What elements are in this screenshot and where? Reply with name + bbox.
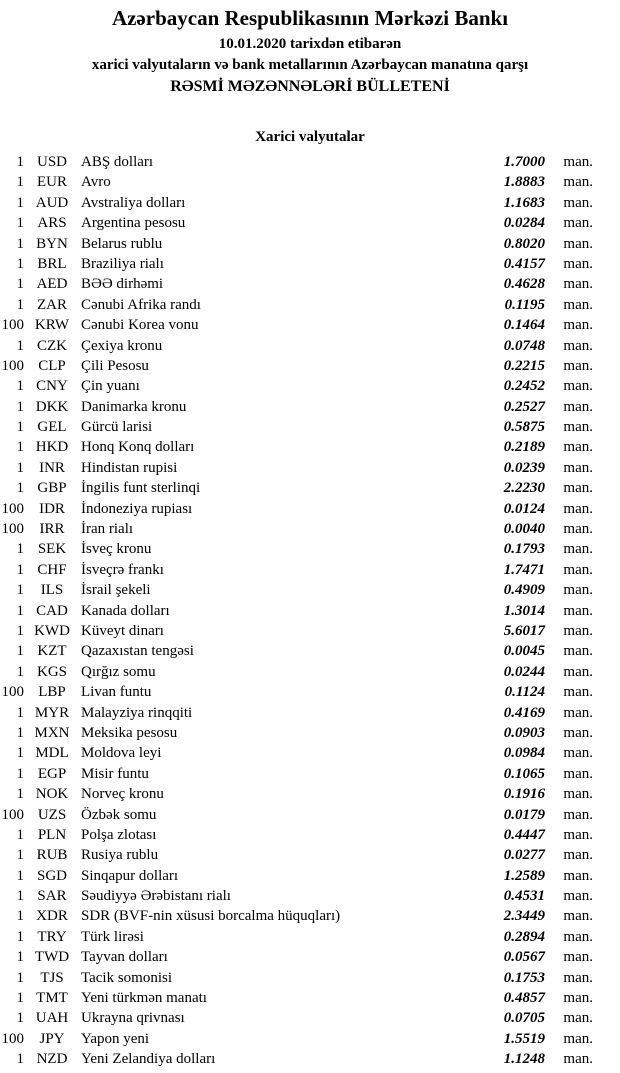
rate-row bbox=[0, 376, 593, 396]
currency-code-cell: CHF bbox=[37, 561, 67, 578]
rate-value-cell: 0.0239 bbox=[503, 459, 545, 476]
currency-code-cell: LBP bbox=[38, 684, 66, 701]
rate-value-cell: 0.1065 bbox=[503, 765, 545, 782]
currency-code-cell: USD bbox=[36, 154, 67, 170]
currency-code-cell: SGD bbox=[36, 867, 67, 884]
rate-value-cell: 0.2189 bbox=[503, 439, 545, 456]
currency-code-cell: GEL bbox=[37, 419, 67, 436]
quantity-cell: 1 bbox=[16, 990, 24, 1007]
quantity-cell: 1 bbox=[16, 235, 24, 252]
currency-code-cell: ARS bbox=[37, 215, 67, 232]
unit-cell: man. bbox=[563, 154, 593, 170]
unit-cell: man. bbox=[563, 622, 593, 639]
rate-value-cell: 0.2215 bbox=[503, 357, 545, 374]
rate-row bbox=[0, 295, 593, 315]
subtitle-line: xarici valyutaların və bank metallarının Azərbaycan manatına qarşı bbox=[91, 57, 529, 73]
rate-value-cell: 2.2230 bbox=[503, 480, 545, 497]
currency-code-cell: UZS bbox=[37, 806, 67, 823]
quantity-cell: 1 bbox=[16, 663, 24, 680]
rate-value-cell: 0.0040 bbox=[503, 521, 545, 538]
currency-name-cell: Ukrayna qrivnası bbox=[81, 1010, 185, 1027]
currency-code-cell: ILS bbox=[40, 582, 64, 599]
currency-code-cell: KRW bbox=[34, 317, 70, 334]
currency-code-cell: AUD bbox=[35, 194, 69, 211]
currency-name-cell: Çin yuanı bbox=[81, 378, 140, 395]
rate-row bbox=[0, 519, 593, 539]
unit-cell: man. bbox=[563, 582, 593, 599]
currency-code-cell: SEK bbox=[37, 541, 67, 558]
section-title-foreign-currencies: Xarici valyutalar bbox=[255, 129, 365, 145]
quantity-cell: 100 bbox=[1, 357, 24, 374]
unit-cell: man. bbox=[563, 663, 593, 680]
rate-row bbox=[0, 193, 593, 213]
rate-value-cell: 0.2894 bbox=[503, 928, 545, 945]
quantity-cell: 1 bbox=[16, 908, 24, 925]
currency-code-cell: NZD bbox=[36, 1051, 68, 1068]
bulletin-header bbox=[0, 0, 620, 98]
rate-row bbox=[0, 682, 593, 702]
rate-value-cell: 1.5519 bbox=[503, 1030, 545, 1047]
rate-value-cell: 1.7000 bbox=[503, 154, 545, 170]
currency-code-cell: MYR bbox=[34, 704, 70, 721]
rate-row bbox=[0, 723, 593, 743]
currency-name-cell: Hindistan rupisi bbox=[81, 459, 178, 476]
rate-value-cell: 0.5875 bbox=[503, 419, 545, 436]
quantity-cell: 1 bbox=[16, 480, 24, 497]
rate-row bbox=[0, 172, 593, 192]
currency-name-cell: BƏƏ dirhəmi bbox=[81, 276, 164, 293]
quantity-cell: 1 bbox=[16, 337, 24, 354]
rate-value-cell: 0.0705 bbox=[503, 1010, 545, 1027]
currency-name-cell: Avstraliya dolları bbox=[81, 194, 186, 211]
unit-cell: man. bbox=[563, 419, 593, 436]
rate-value-cell: 0.1753 bbox=[503, 969, 545, 986]
rate-row bbox=[0, 580, 593, 600]
currency-code-cell: TWD bbox=[34, 949, 70, 966]
unit-cell: man. bbox=[563, 990, 593, 1007]
rate-value-cell: 1.1248 bbox=[503, 1051, 545, 1068]
currency-code-cell: CNY bbox=[36, 378, 68, 395]
unit-cell: man. bbox=[563, 867, 593, 884]
rate-value-cell: 0.1195 bbox=[504, 296, 545, 313]
rate-row bbox=[0, 234, 593, 254]
unit-cell: man. bbox=[563, 174, 593, 191]
rate-row bbox=[0, 397, 593, 417]
rate-row bbox=[0, 621, 593, 641]
currency-code-cell: GBP bbox=[37, 480, 67, 497]
currency-name-cell: Misir funtu bbox=[81, 765, 149, 782]
currency-name-cell: Yeni Zelandiya dolları bbox=[81, 1051, 216, 1068]
rate-value-cell: 0.4857 bbox=[503, 990, 545, 1007]
currency-code-cell: TRY bbox=[37, 928, 67, 945]
unit-cell: man. bbox=[563, 439, 593, 456]
currency-name-cell: Moldova leyi bbox=[81, 745, 162, 762]
rate-value-cell: 5.6017 bbox=[503, 622, 545, 639]
unit-cell: man. bbox=[563, 337, 593, 354]
rate-value-cell: 0.8020 bbox=[503, 235, 545, 252]
currency-name-cell: Avro bbox=[81, 174, 111, 191]
currency-name-cell: Kanada dolları bbox=[81, 602, 170, 619]
rate-row bbox=[0, 539, 593, 559]
currency-name-cell: İsveç kronu bbox=[81, 541, 152, 558]
rate-value-cell: 2.3449 bbox=[503, 908, 545, 925]
unit-cell: man. bbox=[563, 500, 593, 517]
quantity-cell: 1 bbox=[16, 847, 24, 864]
rate-value-cell: 0.2452 bbox=[503, 378, 545, 395]
currency-name-cell: Braziliya rialı bbox=[81, 255, 164, 272]
rate-value-cell: 0.1464 bbox=[503, 317, 545, 334]
quantity-cell: 1 bbox=[16, 969, 24, 986]
currency-name-cell: Küveyt dinarı bbox=[81, 622, 164, 639]
quantity-cell: 1 bbox=[16, 582, 24, 599]
effective-date-line: 10.01.2020 tarixdən etibarən bbox=[218, 36, 402, 52]
rate-value-cell: 0.0045 bbox=[503, 643, 545, 660]
quantity-cell: 100 bbox=[1, 1030, 24, 1047]
rate-row bbox=[0, 886, 593, 906]
currency-code-cell: IRR bbox=[39, 521, 65, 538]
quantity-cell: 100 bbox=[1, 521, 24, 538]
currency-code-cell: HKD bbox=[35, 439, 69, 456]
quantity-cell: 100 bbox=[1, 684, 24, 701]
quantity-cell: 100 bbox=[1, 500, 24, 517]
quantity-cell: 1 bbox=[16, 704, 24, 721]
unit-cell: man. bbox=[563, 215, 593, 232]
currency-name-cell: Tacik somonisi bbox=[81, 969, 173, 986]
rate-row bbox=[0, 825, 593, 845]
quantity-cell: 1 bbox=[16, 154, 24, 170]
quantity-cell: 1 bbox=[16, 439, 24, 456]
quantity-cell: 100 bbox=[1, 317, 24, 334]
rate-value-cell: 0.0179 bbox=[503, 806, 545, 823]
currency-code-cell: KWD bbox=[34, 622, 70, 639]
unit-cell: man. bbox=[563, 888, 593, 905]
unit-cell: man. bbox=[563, 1051, 593, 1068]
currency-name-cell: Argentina pesosu bbox=[81, 215, 186, 232]
currency-code-cell: CZK bbox=[37, 337, 67, 354]
rate-row bbox=[0, 601, 593, 621]
currency-name-cell: SDR (BVF-nin xüsusi borcalma hüquqları) bbox=[81, 908, 341, 925]
document-title: RƏSMİ MƏZƏNNƏLƏRİ BÜLLETENİ bbox=[170, 78, 450, 95]
currency-name-cell: Çili Pesosu bbox=[81, 357, 149, 374]
currency-name-cell: Livan funtu bbox=[81, 684, 152, 701]
rate-value-cell: 0.0284 bbox=[503, 215, 545, 232]
quantity-cell: 1 bbox=[16, 459, 24, 476]
rate-row bbox=[0, 703, 593, 723]
rate-value-cell: 0.4447 bbox=[503, 826, 545, 843]
currency-code-cell: SAR bbox=[37, 888, 67, 905]
currency-name-cell: Meksika pesosu bbox=[81, 724, 178, 741]
unit-cell: man. bbox=[563, 398, 593, 415]
currency-name-cell: İsrail şekeli bbox=[81, 582, 151, 599]
rate-value-cell: 0.0124 bbox=[503, 500, 545, 517]
rate-row bbox=[0, 906, 593, 926]
currency-code-cell: RUB bbox=[36, 847, 68, 864]
currency-code-cell: DKK bbox=[35, 398, 69, 415]
rate-row bbox=[0, 866, 593, 886]
unit-cell: man. bbox=[563, 806, 593, 823]
currency-name-cell: Çexiya kronu bbox=[81, 337, 163, 354]
rate-value-cell: 0.4531 bbox=[503, 888, 545, 905]
currency-name-cell: ABŞ dolları bbox=[81, 154, 154, 170]
rate-value-cell: 0.0748 bbox=[503, 337, 545, 354]
quantity-cell: 1 bbox=[16, 276, 24, 293]
unit-cell: man. bbox=[563, 480, 593, 497]
unit-cell: man. bbox=[563, 521, 593, 538]
currency-code-cell: MDL bbox=[35, 745, 69, 762]
rate-row bbox=[0, 845, 593, 865]
unit-cell: man. bbox=[563, 745, 593, 762]
quantity-cell: 1 bbox=[16, 255, 24, 272]
currency-code-cell: TJS bbox=[40, 969, 64, 986]
currency-code-cell: EUR bbox=[37, 174, 67, 191]
currency-name-cell: Polşa zlotası bbox=[81, 826, 157, 843]
bank-name: Azərbaycan Respublikasının Mərkəzi Bankı bbox=[111, 6, 509, 30]
rate-row bbox=[0, 437, 593, 457]
unit-cell: man. bbox=[563, 194, 593, 211]
quantity-cell: 1 bbox=[16, 378, 24, 395]
rate-row bbox=[0, 254, 593, 274]
currency-name-cell: Honq Konq dolları bbox=[81, 439, 195, 456]
currency-name-cell: Qazaxıstan tengəsi bbox=[81, 643, 194, 660]
rate-row bbox=[0, 478, 593, 498]
rate-row bbox=[0, 662, 593, 682]
rate-value-cell: 0.0567 bbox=[503, 949, 545, 966]
currency-name-cell: Danimarka kronu bbox=[81, 398, 187, 415]
currency-name-cell: Gürcü larisi bbox=[81, 419, 153, 436]
rate-row bbox=[0, 784, 593, 804]
rate-row bbox=[0, 356, 593, 376]
currency-code-cell: BYN bbox=[36, 235, 68, 252]
rate-row bbox=[0, 560, 593, 580]
currency-name-cell: İndoneziya rupiası bbox=[81, 500, 193, 517]
quantity-cell: 1 bbox=[16, 296, 24, 313]
rate-value-cell: 0.0277 bbox=[503, 847, 545, 864]
currency-name-cell: İran rialı bbox=[81, 521, 134, 538]
rate-value-cell: 1.1683 bbox=[503, 194, 545, 211]
unit-cell: man. bbox=[563, 969, 593, 986]
rate-value-cell: 1.3014 bbox=[503, 602, 545, 619]
currency-name-cell: Özbək somu bbox=[81, 806, 157, 823]
rate-row bbox=[0, 274, 593, 294]
currency-name-cell: İngilis funt sterlinqi bbox=[81, 480, 201, 497]
currency-name-cell: Yapon yeni bbox=[81, 1030, 150, 1047]
currency-code-cell: JPY bbox=[39, 1030, 65, 1047]
rate-value-cell: 0.0984 bbox=[503, 745, 545, 762]
rate-value-cell: 0.4169 bbox=[503, 704, 545, 721]
rate-value-cell: 0.1916 bbox=[503, 786, 545, 803]
quantity-cell: 1 bbox=[16, 724, 24, 741]
currency-name-cell: Rusiya rublu bbox=[81, 847, 159, 864]
unit-cell: man. bbox=[563, 949, 593, 966]
rate-value-cell: 0.4157 bbox=[503, 255, 545, 272]
rate-row bbox=[0, 968, 593, 988]
unit-cell: man. bbox=[563, 643, 593, 660]
unit-cell: man. bbox=[563, 826, 593, 843]
unit-cell: man. bbox=[563, 561, 593, 578]
currency-code-cell: INR bbox=[39, 459, 65, 476]
unit-cell: man. bbox=[563, 704, 593, 721]
rate-value-cell: 0.0903 bbox=[503, 724, 545, 741]
rate-row bbox=[0, 315, 593, 335]
quantity-cell: 1 bbox=[16, 888, 24, 905]
rate-row bbox=[0, 336, 593, 356]
unit-cell: man. bbox=[563, 459, 593, 476]
unit-cell: man. bbox=[563, 276, 593, 293]
rate-row bbox=[0, 764, 593, 784]
quantity-cell: 1 bbox=[16, 1051, 24, 1068]
currency-code-cell: IDR bbox=[39, 500, 65, 517]
rate-row bbox=[0, 988, 593, 1008]
unit-cell: man. bbox=[563, 541, 593, 558]
quantity-cell: 1 bbox=[16, 1010, 24, 1027]
currency-name-cell: Səudiyyə Ərəbistanı rialı bbox=[81, 888, 231, 905]
rate-value-cell: 0.2527 bbox=[503, 398, 545, 415]
unit-cell: man. bbox=[563, 847, 593, 864]
rate-value-cell: 1.7471 bbox=[503, 561, 545, 578]
currency-code-cell: MXN bbox=[34, 724, 70, 741]
quantity-cell: 1 bbox=[16, 786, 24, 803]
unit-cell: man. bbox=[563, 602, 593, 619]
rate-value-cell: 0.1793 bbox=[503, 541, 545, 558]
rate-value-cell: 0.4909 bbox=[503, 582, 545, 599]
currency-name-cell: Norveç kronu bbox=[81, 786, 164, 803]
quantity-cell: 1 bbox=[16, 215, 24, 232]
currency-name-cell: Tayvan dolları bbox=[81, 949, 168, 966]
unit-cell: man. bbox=[563, 1030, 593, 1047]
quantity-cell: 1 bbox=[16, 541, 24, 558]
unit-cell: man. bbox=[563, 724, 593, 741]
quantity-cell: 1 bbox=[16, 194, 24, 211]
unit-cell: man. bbox=[563, 296, 593, 313]
currency-name-cell: İsveçrə frankı bbox=[81, 561, 164, 578]
rate-value-cell: 0.4628 bbox=[503, 276, 545, 293]
rate-row bbox=[0, 805, 593, 825]
rate-row bbox=[0, 927, 593, 947]
currency-code-cell: ZAR bbox=[37, 296, 67, 313]
rate-value-cell: 1.8883 bbox=[503, 174, 545, 191]
currency-code-cell: UAH bbox=[35, 1010, 69, 1027]
currency-code-cell: KGS bbox=[36, 663, 67, 680]
unit-cell: man. bbox=[563, 928, 593, 945]
quantity-cell: 100 bbox=[1, 806, 24, 823]
rate-row bbox=[0, 743, 593, 763]
currency-code-cell: KZT bbox=[37, 643, 67, 660]
rate-row bbox=[0, 1029, 593, 1049]
rate-row bbox=[0, 152, 593, 172]
rate-row bbox=[0, 947, 593, 967]
currency-name-cell: Yeni türkmən manatı bbox=[81, 990, 207, 1007]
unit-cell: man. bbox=[563, 255, 593, 272]
quantity-cell: 1 bbox=[16, 928, 24, 945]
rate-row bbox=[0, 213, 593, 233]
currency-name-cell: Malayziya rinqqiti bbox=[81, 704, 193, 721]
quantity-cell: 1 bbox=[16, 867, 24, 884]
currency-name-cell: Türk lirəsi bbox=[81, 928, 144, 945]
quantity-cell: 1 bbox=[16, 622, 24, 639]
currency-code-cell: EGP bbox=[37, 765, 67, 782]
currency-code-cell: BRL bbox=[37, 255, 67, 272]
quantity-cell: 1 bbox=[16, 949, 24, 966]
currency-code-cell: TMT bbox=[36, 990, 68, 1007]
currency-code-cell: XDR bbox=[36, 908, 68, 925]
unit-cell: man. bbox=[563, 1010, 593, 1027]
currency-code-cell: CLP bbox=[38, 357, 66, 374]
rate-row bbox=[0, 458, 593, 478]
unit-cell: man. bbox=[563, 908, 593, 925]
rate-value-cell: 0.1124 bbox=[504, 684, 545, 701]
currency-name-cell: Cənubi Afrika randı bbox=[81, 296, 201, 313]
currency-rates-table bbox=[0, 152, 593, 1070]
rate-row bbox=[0, 1008, 593, 1028]
quantity-cell: 1 bbox=[16, 765, 24, 782]
unit-cell: man. bbox=[563, 765, 593, 782]
unit-cell: man. bbox=[563, 378, 593, 395]
unit-cell: man. bbox=[563, 357, 593, 374]
quantity-cell: 1 bbox=[16, 643, 24, 660]
quantity-cell: 1 bbox=[16, 826, 24, 843]
currency-code-cell: PLN bbox=[37, 826, 67, 843]
currency-name-cell: Cənubi Korea vonu bbox=[81, 317, 199, 334]
quantity-cell: 1 bbox=[16, 174, 24, 191]
unit-cell: man. bbox=[563, 235, 593, 252]
unit-cell: man. bbox=[563, 684, 593, 701]
rate-row bbox=[0, 499, 593, 519]
rate-value-cell: 0.0244 bbox=[503, 663, 545, 680]
currency-name-cell: Sinqapur dolları bbox=[81, 867, 179, 884]
quantity-cell: 1 bbox=[16, 561, 24, 578]
quantity-cell: 1 bbox=[16, 602, 24, 619]
quantity-cell: 1 bbox=[16, 398, 24, 415]
rate-row bbox=[0, 417, 593, 437]
currency-name-cell: Belarus rublu bbox=[81, 235, 163, 252]
currency-code-cell: NOK bbox=[35, 786, 69, 803]
quantity-cell: 1 bbox=[16, 419, 24, 436]
rate-value-cell: 1.2589 bbox=[503, 867, 545, 884]
currency-name-cell: Qırğız somu bbox=[81, 663, 156, 680]
quantity-cell: 1 bbox=[16, 745, 24, 762]
unit-cell: man. bbox=[563, 786, 593, 803]
currency-code-cell: CAD bbox=[36, 602, 68, 619]
unit-cell: man. bbox=[563, 317, 593, 334]
rate-row bbox=[0, 1049, 593, 1069]
currency-code-cell: AED bbox=[36, 276, 68, 293]
rate-row bbox=[0, 641, 593, 661]
